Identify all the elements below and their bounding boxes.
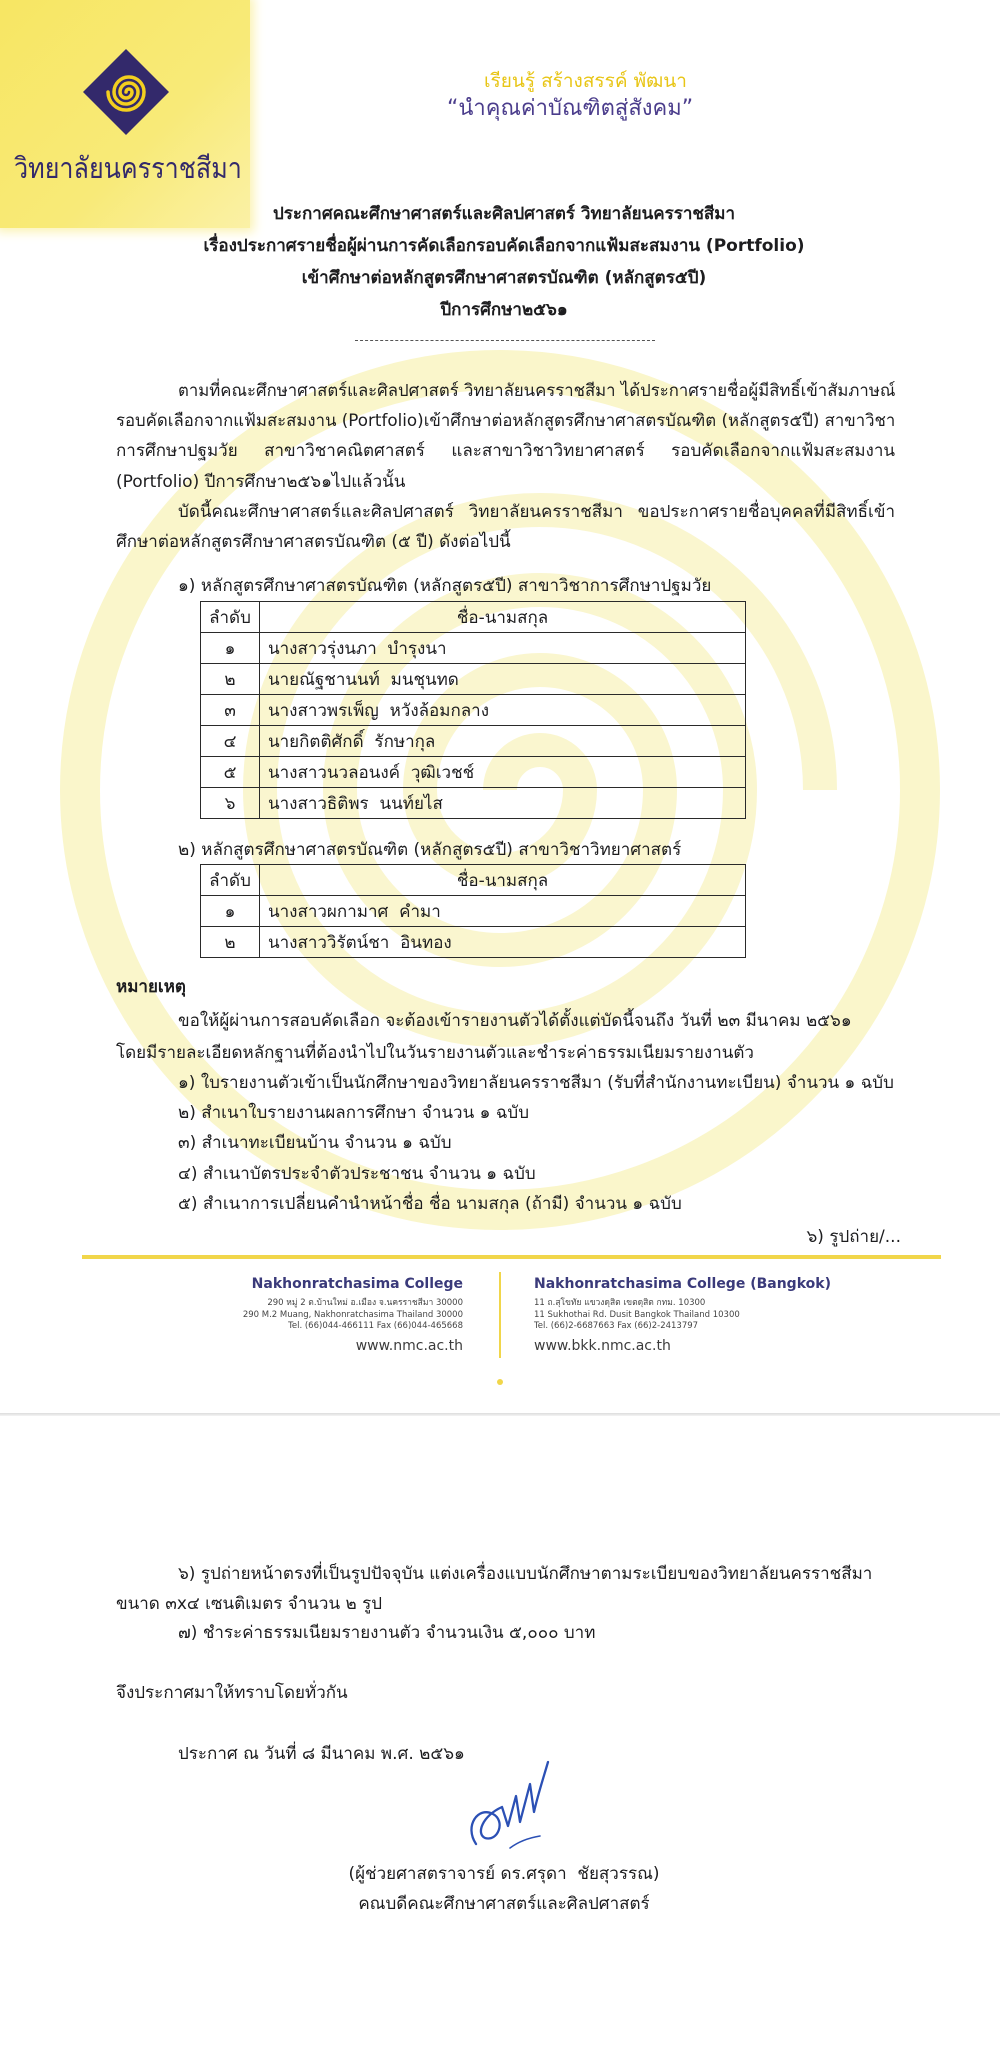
row-number: ๓ bbox=[201, 695, 260, 726]
spiral-emblem-icon bbox=[80, 46, 172, 138]
row-number: ๖ bbox=[201, 788, 260, 819]
table-header-row bbox=[201, 602, 746, 633]
footer-dot bbox=[497, 1379, 503, 1385]
college-slogan: “นำคุณค่าบัณฑิตสู่สังคม” bbox=[447, 96, 694, 121]
footer-left-address-en: 290 M.2 Muang, Nakhonratchasima Thailand 30000 bbox=[242, 1310, 463, 1320]
footer-column-divider bbox=[499, 1272, 501, 1358]
section1-heading: ๑) หลักสูตรศึกษาศาสตรบัณฑิต (หลักสูตร๕ปี) สาขาวิชาการศึกษาปฐมวัย bbox=[178, 576, 712, 596]
footer-right-name: Nakhonratchasima College (Bangkok) bbox=[534, 1276, 831, 1292]
closing-statement: จึงประกาศมาให้ทราบโดยทั่วกัน bbox=[116, 1683, 348, 1703]
row-number: ๕ bbox=[201, 757, 260, 788]
student-name: นางสาวรุ่งนภา บำรุงนา bbox=[260, 633, 746, 664]
table-row bbox=[201, 896, 746, 927]
note-line-1: ขอให้ผู้ผ่านการสอบคัดเลือก จะต้องเข้ารายงานตัวได้ตั้งแต่บัดนี้จนถึง วันที่ ๒๓ มีนาคม ๒๕๖๑ bbox=[178, 1011, 852, 1031]
row-number: ๑ bbox=[201, 896, 260, 927]
footer-right-address-th: 11 ถ.สุโขทัย แขวงดุสิต เขตดุสิต กทม. 10300 bbox=[534, 1298, 706, 1308]
title-line-2: เรื่องประกาศรายชื่อผู้ผ่านการคัดเลือกรอบคัดเลือกจากแฟ้มสะสมงาน (Portfolio) bbox=[203, 236, 805, 256]
list-item: ๑) ใบรายงานตัวเข้าเป็นนักศึกษาของวิทยาลัยนครราชสีมา (รับที่สำนักงานทะเบียน) จำนวน ๑ ฉบับ bbox=[178, 1073, 894, 1093]
student-name: นายกิตติศักดิ์ รักษากุล bbox=[260, 726, 746, 757]
list-item: ๖) รูปถ่ายหน้าตรงที่เป็นรูปปัจจุบัน แต่งเครื่องแบบนักศึกษาตามระเบียบของวิทยาลัยนครราชสีมา bbox=[178, 1564, 873, 1584]
student-name: นางสาวนวลอนงค์ วุฒิเวชช์ bbox=[260, 757, 746, 788]
student-name: นายณัฐชานนท์ มนชุนทด bbox=[260, 664, 746, 695]
table-row bbox=[201, 633, 746, 664]
list-item: ๒) สำเนาใบรายงานผลการศึกษา จำนวน ๑ ฉบับ bbox=[178, 1103, 529, 1123]
paragraph1-line-3: การศึกษาปฐมวัย สาขาวิชาคณิตศาสตร์ และสาขาวิชาวิทยาศาสตร์ รอบคัดเลือกจากแฟ้มสะสมงาน bbox=[116, 441, 895, 461]
student-name: นางสาวธิติพร นนท์ยไส bbox=[260, 788, 746, 819]
list-item: ๗) ชำระค่าธรรมเนียมรายงานตัว จำนวนเงิน ๕,๐๐๐ บาท bbox=[178, 1623, 596, 1643]
college-logo-text: วิทยาลัยนครราชสีมา bbox=[14, 151, 242, 185]
paragraph1-line-4: (Portfolio) ปีการศึกษา๒๕๖๑ไปแล้วนั้น bbox=[116, 472, 406, 492]
footer-left-website: www.nmc.ac.th bbox=[355, 1338, 463, 1354]
row-number: ๒ bbox=[201, 927, 260, 958]
announcement-date: ประกาศ ณ วันที่ ๘ มีนาคม พ.ศ. ๒๕๖๑ bbox=[178, 1744, 465, 1764]
note-heading: หมายเหตุ bbox=[116, 977, 186, 997]
student-name: นางสาวพรเพ็ญ หวังล้อมกลาง bbox=[260, 695, 746, 726]
continued-marker: ๖) รูปถ่าย/... bbox=[806, 1227, 901, 1247]
column-header-order: ลำดับ bbox=[201, 602, 260, 633]
table-row bbox=[201, 757, 746, 788]
row-number: ๑ bbox=[201, 633, 260, 664]
table-row bbox=[201, 927, 746, 958]
signatory-name: (ผู้ช่วยศาสตราจารย์ ดร.ศรุดา ชัยสุวรรณ) bbox=[348, 1864, 660, 1884]
title-divider bbox=[355, 340, 655, 341]
list-item: ๓) สำเนาทะเบียนบ้าน จำนวน ๑ ฉบับ bbox=[178, 1133, 452, 1153]
row-number: ๒ bbox=[201, 664, 260, 695]
table-row bbox=[201, 695, 746, 726]
title-line-1: ประกาศคณะศึกษาศาสตร์และศิลปศาสตร์ วิทยาลัยนครราชสีมา bbox=[272, 204, 736, 224]
page-break bbox=[0, 1413, 1000, 1416]
footer-divider bbox=[82, 1255, 941, 1259]
note-line-2: โดยมีรายละเอียดหลักฐานที่ต้องนำไปในวันรายงานตัวและชำระค่าธรรมเนียมรายงานตัว bbox=[116, 1043, 754, 1063]
paragraph1-line-1: ตามที่คณะศึกษาศาสตร์และศิลปศาสตร์ วิทยาลัยนครราชสีมา ได้ประกาศรายชื่อผู้มีสิทธิ์เข้าสัมภาษณ์ bbox=[178, 381, 896, 401]
column-header-order: ลำดับ bbox=[201, 865, 260, 896]
footer-right-website: www.bkk.nmc.ac.th bbox=[534, 1338, 671, 1354]
admitted-table-science bbox=[200, 864, 746, 958]
list-item: ๕) สำเนาการเปลี่ยนคำนำหน้าชื่อ ชื่อ นามสกุล (ถ้ามี) จำนวน ๑ ฉบับ bbox=[178, 1194, 682, 1214]
list-item-continuation: ขนาด ๓x๔ เซนติเมตร จำนวน ๒ รูป bbox=[116, 1594, 383, 1614]
footer-right-address-en: 11 Sukhothai Rd. Dusit Bangkok Thailand 10300 bbox=[534, 1310, 740, 1320]
table-header-row bbox=[201, 865, 746, 896]
college-motto: เรียนรู้ สร้างสรรค์ พัฒนา bbox=[484, 70, 687, 92]
column-header-name: ชื่อ-นามสกุล bbox=[260, 602, 746, 633]
signature bbox=[458, 1752, 553, 1860]
table-row bbox=[201, 664, 746, 695]
title-line-3: เข้าศึกษาต่อหลักสูตรศึกษาศาสตรบัณฑิต (หลักสูตร๕ปี) bbox=[301, 268, 707, 288]
paragraph1-line-2: รอบคัดเลือกจากแฟ้มสะสมงาน (Portfolio)เข้าศึกษาต่อหลักสูตรศึกษาศาสตรบัณฑิต (หลักสูตร๕ปี) สาขาวิชา bbox=[116, 411, 896, 431]
column-header-name: ชื่อ-นามสกุล bbox=[260, 865, 746, 896]
student-name: นางสาววิรัตน์ชา อินทอง bbox=[260, 927, 746, 958]
paragraph2-line-1: บัดนี้คณะศึกษาศาสตร์และศิลปศาสตร์ วิทยาลัยนครราชสีมา ขอประกาศรายชื่อบุคคลที่มีสิทธิ์เข้า bbox=[178, 502, 895, 522]
row-number: ๔ bbox=[201, 726, 260, 757]
signatory-title: คณบดีคณะศึกษาศาสตร์และศิลปศาสตร์ bbox=[358, 1894, 650, 1914]
footer-left-name: Nakhonratchasima College bbox=[251, 1276, 463, 1292]
paragraph2-line-2: ศึกษาต่อหลักสูตรศึกษาศาสตรบัณฑิต (๕ ปี) ดังต่อไปนี้ bbox=[116, 532, 511, 552]
footer-left-phone: Tel. (66)044-466111 Fax (66)044-465668 bbox=[288, 1321, 463, 1331]
admitted-table-early-childhood bbox=[200, 601, 746, 819]
section2-heading: ๒) หลักสูตรศึกษาศาสตรบัณฑิต (หลักสูตร๕ปี) สาขาวิชาวิทยาศาสตร์ bbox=[178, 840, 682, 860]
table-row bbox=[201, 726, 746, 757]
footer-right-phone: Tel. (66)2-6687663 Fax (66)2-2413797 bbox=[534, 1321, 699, 1331]
title-line-4: ปีการศึกษา๒๕๖๑ bbox=[440, 300, 568, 320]
footer-left-address-th: 290 หมู่ 2 ต.บ้านใหม่ อ.เมือง จ.นครราชสีมา 30000 bbox=[267, 1298, 463, 1308]
list-item: ๔) สำเนาบัตรประจำตัวประชาชน จำนวน ๑ ฉบับ bbox=[178, 1164, 536, 1184]
student-name: นางสาวผกามาศ คำมา bbox=[260, 896, 746, 927]
table-row bbox=[201, 788, 746, 819]
